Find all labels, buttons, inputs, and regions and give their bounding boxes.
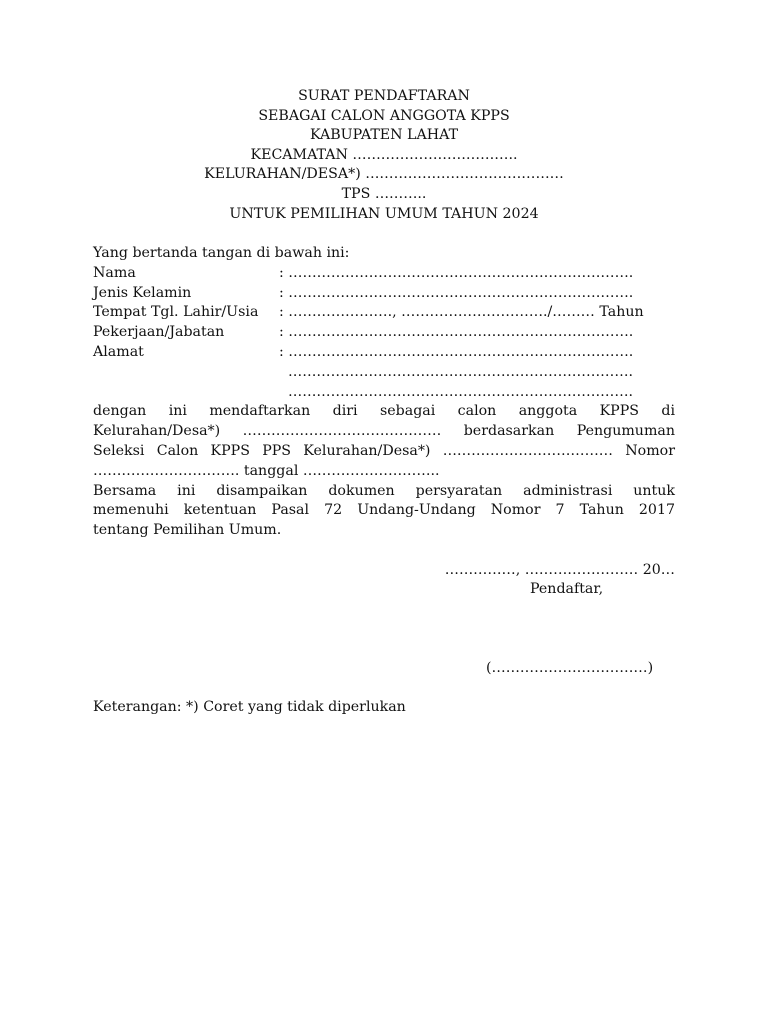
paragraph2-line: tentang Pemilihan Umum. xyxy=(93,522,282,539)
heading-regency: KABUPATEN LAHAT xyxy=(309,127,459,144)
field-nama xyxy=(93,264,675,284)
field-pekerjaan xyxy=(93,323,675,343)
field-value: : ………………………………………………………………. xyxy=(279,324,634,341)
signature-place-date: ……………, …………………… 20… xyxy=(444,562,675,578)
heading-district: KECAMATAN …………………………….. xyxy=(250,146,518,163)
form-body xyxy=(93,244,675,541)
paragraph1-line: Kelurahan/Desa*) …………………………………… berdasarkan Pengumuman xyxy=(93,423,675,440)
paragraph1-line: dengan ini mendaftarkan diri sebagai calon anggota KPPS di xyxy=(93,403,675,420)
field-label: Alamat xyxy=(93,343,144,360)
address-continuation-2: ………………………………………………………………. xyxy=(288,383,634,400)
field-value: : ………………………………………………………………. xyxy=(279,284,634,301)
signature-name: (……………………………) xyxy=(486,660,654,676)
heading-tps: TPS ……….. xyxy=(341,185,427,202)
field-alamat xyxy=(93,343,675,363)
field-label: Tempat Tgl. Lahir/Usia xyxy=(93,304,259,321)
paragraph2-line: memenuhi ketentuan Pasal 72 Undang-Undang Nomor 7 Tahun 2017 xyxy=(93,502,675,519)
paragraph1-line: Seleksi Calon KPPS PPS Kelurahan/Desa*) ……………………………… Nomor xyxy=(93,442,675,459)
field-jenis-kelamin xyxy=(93,284,675,304)
signature-role: Pendaftar, xyxy=(530,581,604,597)
field-value: : ………………………………………………………………. xyxy=(279,264,634,281)
field-value: : ………………………………………………………………. xyxy=(279,343,634,360)
heading-election: UNTUK PEMILIHAN UMUM TAHUN 2024 xyxy=(229,205,539,222)
paragraph1-line: …………………………. tanggal ……………………….. xyxy=(93,462,440,479)
heading-village: KELURAHAN/DESA*) …………………………………… xyxy=(204,166,564,183)
field-tempat-tgl-lahir xyxy=(93,303,675,323)
field-value: : …………………., …………………………./……… Tahun xyxy=(279,304,644,321)
paragraph2-line: Bersama ini disampaikan dokumen persyaratan administrasi untuk xyxy=(93,482,675,499)
footnote: Keterangan: *) Coret yang tidak diperlukan xyxy=(93,699,406,715)
intro-text: Yang bertanda tangan di bawah ini: xyxy=(93,245,350,261)
field-label: Pekerjaan/Jabatan xyxy=(93,324,225,341)
heading-subtitle: SEBAGAI CALON ANGGOTA KPPS xyxy=(258,107,510,124)
address-continuation-1: ………………………………………………………………. xyxy=(288,363,634,380)
field-label: Jenis Kelamin xyxy=(93,284,192,301)
field-label: Nama xyxy=(93,264,136,281)
document-heading xyxy=(0,87,768,224)
heading-title: SURAT PENDAFTARAN xyxy=(298,88,470,104)
